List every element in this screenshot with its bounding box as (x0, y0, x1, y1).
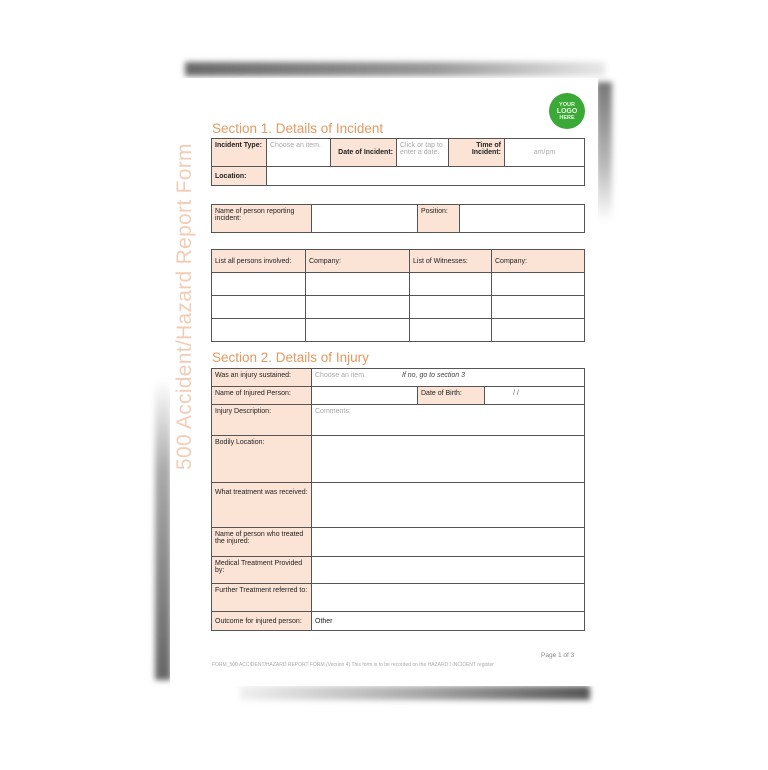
table-row (212, 319, 585, 342)
treated-by-field[interactable] (312, 528, 585, 557)
date-of-incident-label: Date of Incident: (331, 139, 397, 167)
location-field[interactable] (267, 167, 585, 186)
persons-witnesses-table (211, 249, 585, 342)
injury-sustained-dropdown[interactable] (312, 369, 585, 387)
time-of-incident-label: Time of Incident: (449, 139, 505, 167)
medical-provided-by-label: Medical Treatment Provided by: (212, 557, 312, 584)
injury-details-table (211, 368, 585, 631)
outcome-dropdown[interactable]: Other (312, 612, 585, 631)
table-row (212, 296, 585, 319)
witness-company-cell[interactable] (492, 319, 585, 342)
treated-by-label: Name of person who treated the injured: (212, 528, 312, 557)
logo-text: YOUR (559, 101, 575, 108)
footer-text: FORM_500 ACCIDENT/HAZARD REPORT FORM (Version 4) This form is to be recorded on the HAZARD / INCIDENT register (212, 662, 494, 668)
company-cell[interactable] (306, 296, 410, 319)
injured-person-field[interactable] (312, 387, 418, 405)
treatment-received-field[interactable] (312, 483, 585, 528)
injury-sustained-label: Was an injury sustained: (212, 369, 312, 387)
company-cell[interactable] (306, 273, 410, 296)
position-label: Position: (418, 205, 460, 233)
time-of-incident-field[interactable]: am/pm (505, 139, 585, 167)
witness-company-cell[interactable] (492, 273, 585, 296)
incident-type-dropdown[interactable]: Choose an item. (267, 139, 331, 167)
incident-type-label: Incident Type: (212, 139, 267, 167)
reporter-name-field[interactable] (312, 205, 418, 233)
witness-cell[interactable] (410, 319, 492, 342)
section2-title: Section 2. Details of Injury (212, 350, 369, 365)
injured-person-label: Name of Injured Person: (212, 387, 312, 405)
company-cell[interactable] (306, 319, 410, 342)
outcome-label: Outcome for injured person: (212, 612, 312, 631)
witness-cell[interactable] (410, 296, 492, 319)
position-field[interactable] (460, 205, 585, 233)
bodily-location-field[interactable] (312, 436, 585, 483)
column-header: Company: (492, 250, 585, 273)
page-shadow (596, 82, 612, 222)
date-of-birth-label: Date of Birth: (418, 387, 485, 405)
column-header: List all persons involved: (212, 250, 306, 273)
page-shadow (155, 380, 171, 680)
date-of-incident-picker[interactable]: Click or tap to enter a date. (397, 139, 449, 167)
injury-sustained-value[interactable]: Choose an item. (315, 372, 366, 379)
location-label: Location: (212, 167, 267, 186)
logo-text: LOGO (556, 107, 578, 115)
date-of-birth-field[interactable]: / / (485, 387, 585, 405)
section1-title: Section 1. Details of Incident (212, 121, 384, 136)
page-shadow (240, 686, 590, 700)
reporter-name-label: Name of person reporting incident: (212, 205, 312, 233)
column-header: List of Witnesses: (410, 250, 492, 273)
medical-provided-by-field[interactable] (312, 557, 585, 584)
injury-description-label: Injury Description: (212, 405, 312, 436)
further-treatment-label: Further Treatment referred to: (212, 584, 312, 612)
logo-placeholder (549, 93, 585, 129)
person-involved-cell[interactable] (212, 319, 306, 342)
witness-cell[interactable] (410, 273, 492, 296)
injury-sustained-hint: If no, go to section 3 (401, 372, 465, 379)
person-involved-cell[interactable] (212, 273, 306, 296)
table-row (212, 273, 585, 296)
witness-company-cell[interactable] (492, 296, 585, 319)
logo-text: HERE (559, 114, 575, 121)
treatment-received-label: What treatment was received: (212, 483, 312, 528)
further-treatment-field[interactable] (312, 584, 585, 612)
reporter-table (211, 204, 585, 233)
vertical-form-title: 500 Accident/Hazard Report Form (173, 143, 196, 470)
page-shadow (185, 62, 605, 76)
column-header: Company: (306, 250, 410, 273)
incident-details-table (211, 138, 585, 186)
injury-description-field[interactable]: Comments: (312, 405, 585, 436)
bodily-location-label: Bodily Location: (212, 436, 312, 483)
page-number: Page 1 of 3 (541, 652, 575, 659)
person-involved-cell[interactable] (212, 296, 306, 319)
